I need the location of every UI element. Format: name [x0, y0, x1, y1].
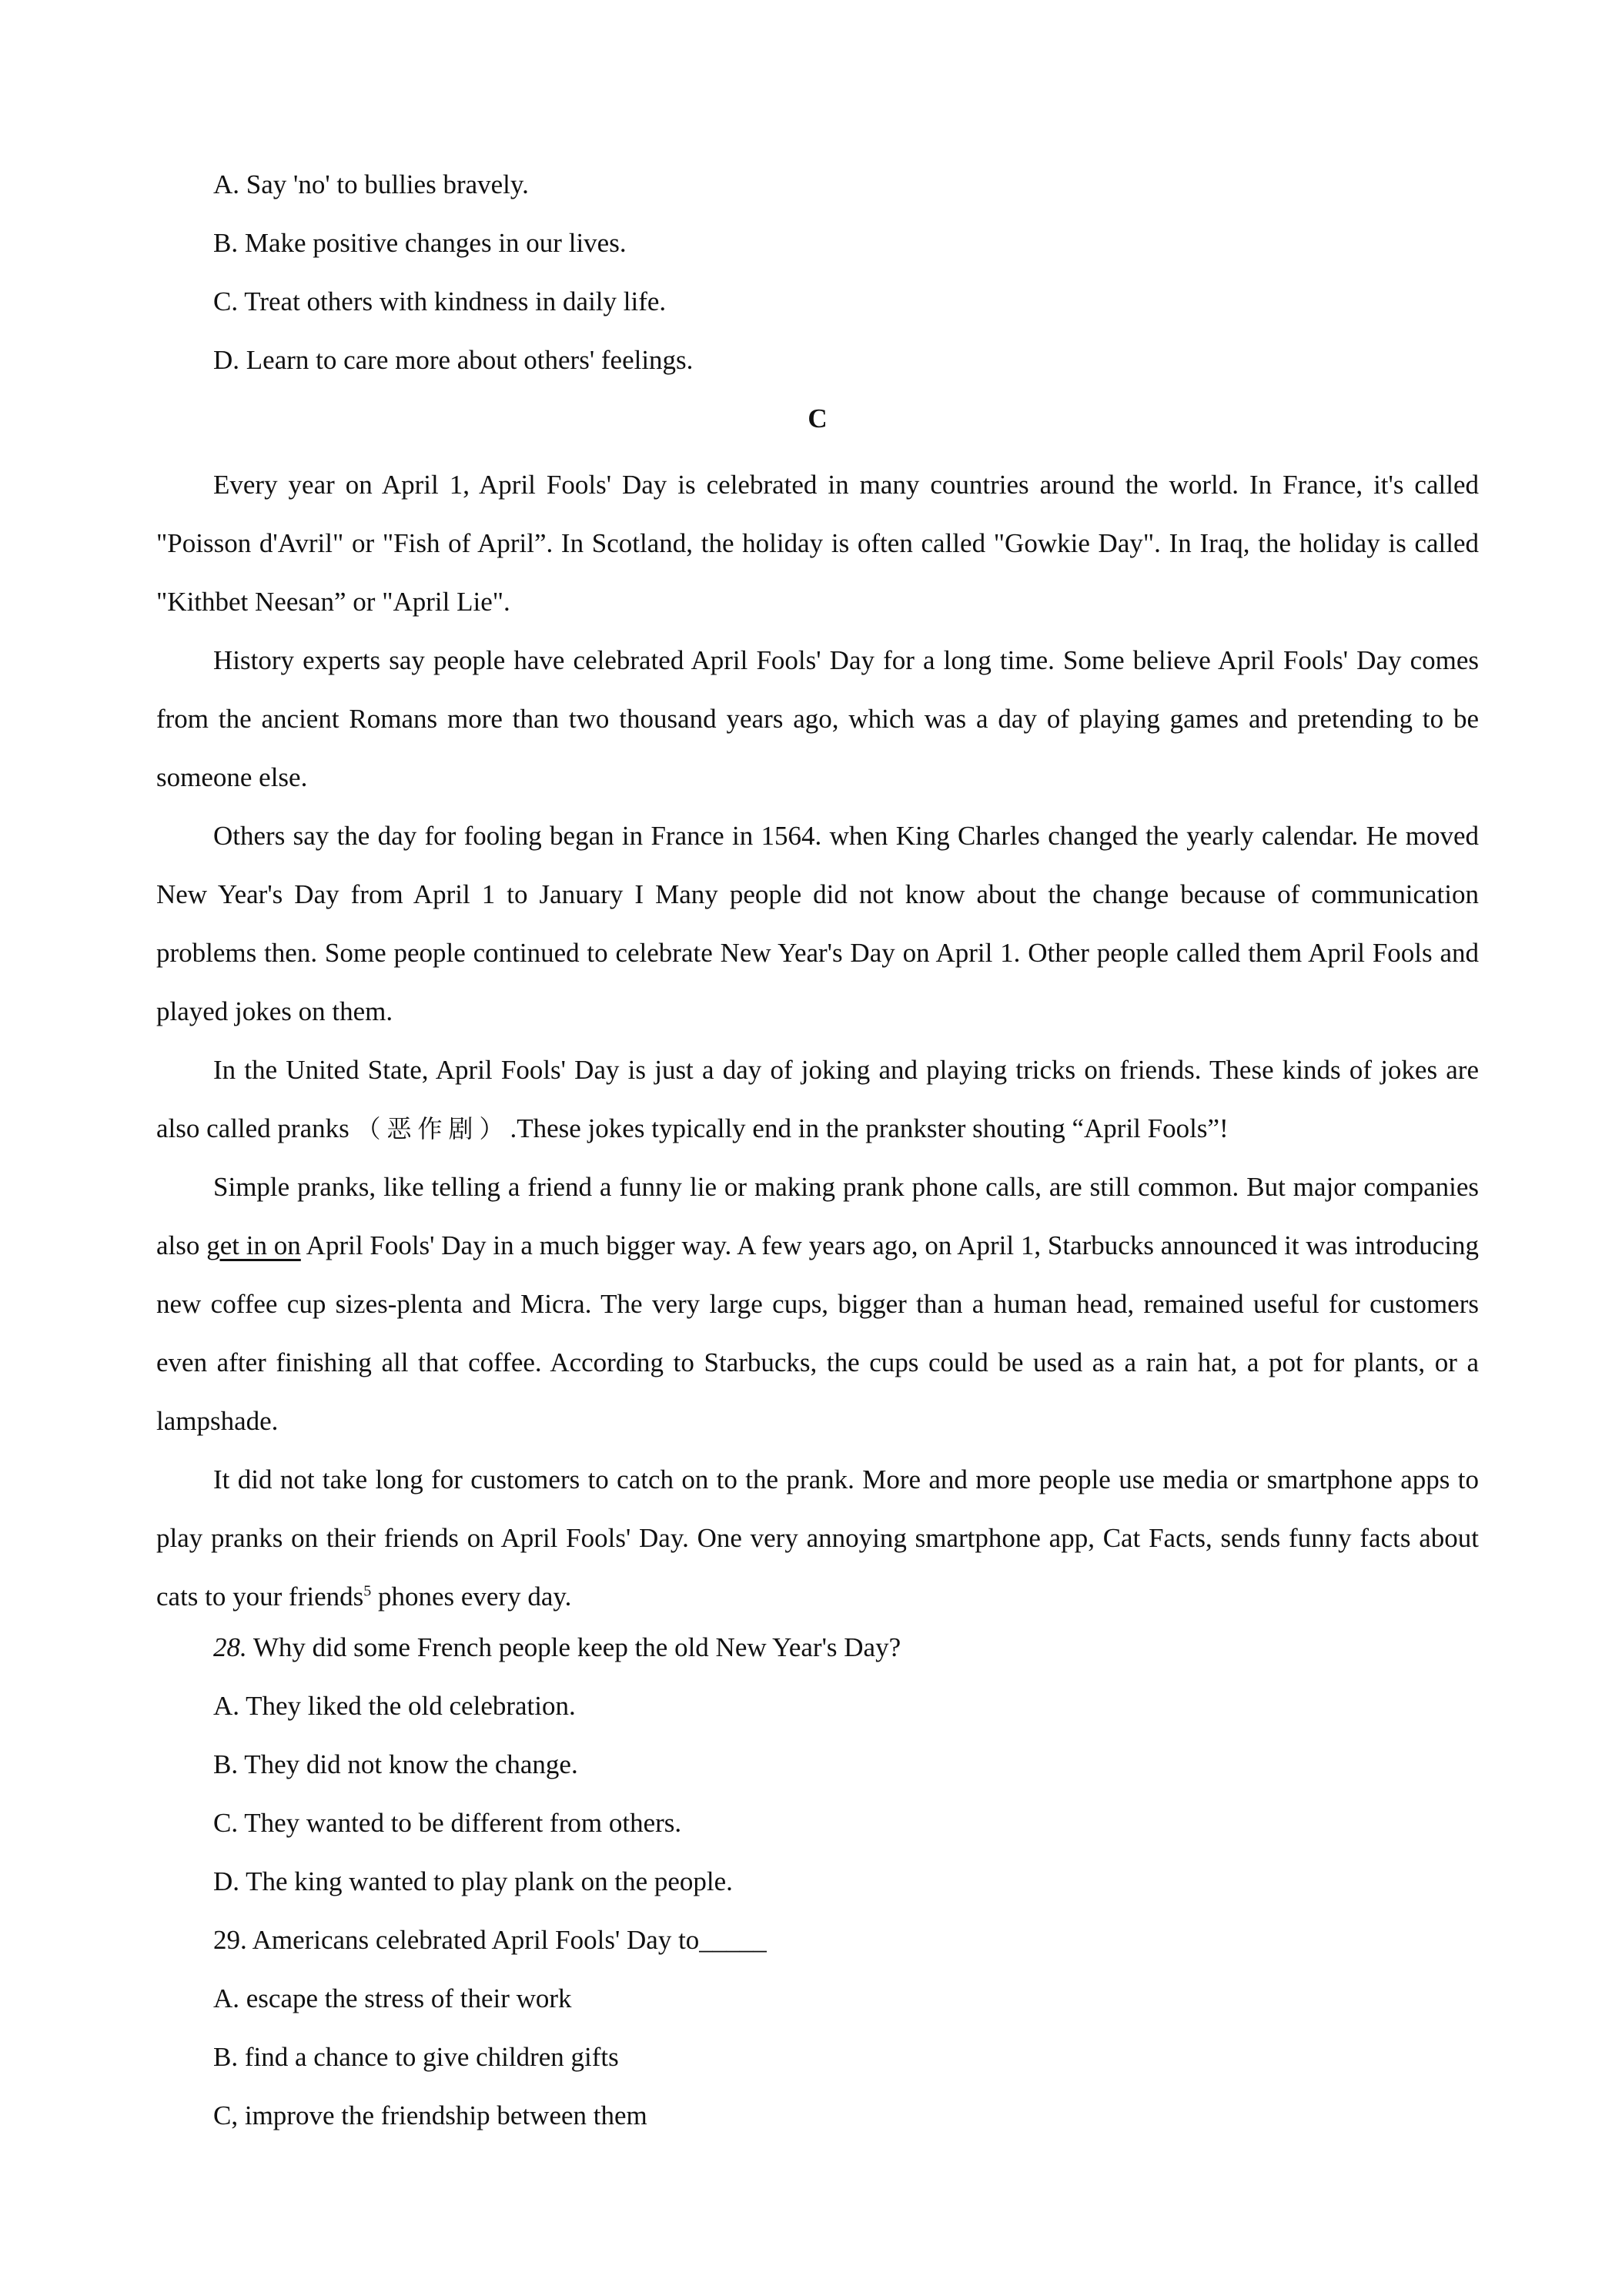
q28-option-c: C. They wanted to be different from others. — [213, 1808, 682, 1838]
question-29: 29. Americans celebrated April Fools' Day to_____ — [213, 1925, 767, 1955]
passage-paragraph-4 — [156, 1041, 1479, 1158]
p4-text-b: .These jokes typically end in the prankster shouting “April Fools”! — [510, 1113, 1229, 1143]
p6-text-a: It did not take long for customers to catch on to the prank. More and more people use media or smartphone apps to play pranks on their friends on April Fools' Day. One very annoying smartphone app, Cat Facts, sends funny facts about cats to your friends — [156, 1464, 1479, 1612]
document-content — [156, 163, 1479, 2153]
section-title: C — [808, 403, 828, 433]
q29-option-a: A. escape the stress of their work — [213, 1983, 572, 2013]
passage-paragraph-6 — [156, 1451, 1479, 1626]
q28-option-a: A. They liked the old celebration. — [213, 1691, 576, 1721]
q29-option-c: C, improve the friendship between them — [213, 2100, 647, 2130]
p5-text-a: Simple pranks, like telling a friend a funny lie or making prank phone calls, are still common. But major companies also — [156, 1172, 1479, 1260]
question-28-text: Why did some French people keep the old New Year's Day? — [252, 1632, 901, 1662]
prev-option-c: C. Treat others with kindness in daily life. — [213, 286, 667, 316]
passage-paragraph-1: Every year on April 1, April Fools' Day is celebrated in many countries around the world. In France, it's called "Poisson d'Avril" or "Fish of April”. In Scotland, the holiday is often called "Gowkie Day". In Iraq, the holiday is called "Kithbet Neesan” or "April Lie". — [156, 470, 1479, 617]
q29-option-b: B. find a chance to give children gifts — [213, 2042, 619, 2072]
passage-paragraph-5 — [156, 1158, 1479, 1451]
prev-option-b: B. Make positive changes in our lives. — [213, 228, 627, 258]
q28-option-d: D. The king wanted to play plank on the people. — [213, 1866, 733, 1896]
passage-paragraph-3: Others say the day for fooling began in France in 1564. when King Charles changed the yearly calendar. He moved New Year's Day from April 1 to January I Many people did not know about the change because of communication problems then. Some people continued to celebrate New Year's Day on April 1. Other people called them April Fools and played jokes on them. — [156, 821, 1479, 1026]
footnote-mark: 5 — [363, 1582, 372, 1600]
prev-option-d: D. Learn to care more about others' feelings. — [213, 345, 694, 375]
underlined-phrase: get in on — [206, 1230, 301, 1260]
p6-text-b: phones every day. — [377, 1581, 572, 1612]
p4-chinese-gloss: （恶作剧） — [356, 1114, 510, 1143]
question-28 — [156, 1626, 1479, 1685]
q28-option-b: B. They did not know the change. — [213, 1749, 578, 1779]
passage-paragraph-2: History experts say people have celebrated April Fools' Day for a long time. Some believe April Fools' Day comes from the ancient Romans more than two thousand years ago, which was a day of playing games and pretending to be someone else. — [156, 645, 1479, 792]
p4-text-a: In the United State, April Fools' Day is just a day of joking and playing tricks on friends. These kinds of jokes are also called pranks — [156, 1055, 1479, 1143]
p5-text-b: April Fools' Day in a much bigger way. A few years ago, on April 1, Starbucks announced it was introducing new coffee cup sizes-plenta and Micra. The very large cups, bigger than a human head, remained useful for customers even after finishing all that coffee. According to Starbucks, the cups could be used as a rain hat, a pot for plants, or a lampshade. — [156, 1230, 1480, 1436]
prev-option-a: A. Say 'no' to bullies bravely. — [213, 169, 529, 199]
question-28-number: 28. — [213, 1632, 247, 1662]
